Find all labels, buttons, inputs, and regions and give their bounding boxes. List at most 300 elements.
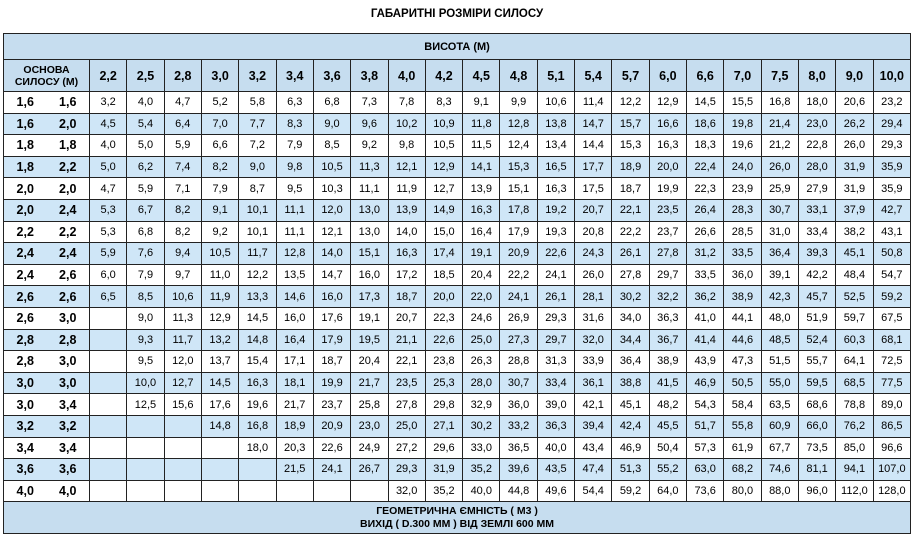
capacity-cell: 9,3	[127, 329, 164, 351]
capacity-cell: 50,8	[873, 243, 911, 265]
capacity-cell: 19,8	[724, 113, 761, 135]
capacity-cell: 59,2	[612, 480, 649, 502]
capacity-cell: 28,0	[798, 156, 835, 178]
capacity-cell: 23,5	[388, 372, 425, 394]
capacity-cell	[90, 459, 127, 481]
capacity-cell: 19,3	[537, 221, 574, 243]
capacity-cell: 45,5	[649, 415, 686, 437]
capacity-cell: 9,5	[276, 178, 313, 200]
table-row	[4, 437, 911, 459]
capacity-cell: 13,9	[463, 178, 500, 200]
capacity-cell: 7,4	[164, 156, 201, 178]
capacity-cell: 86,5	[873, 415, 911, 437]
capacity-cell: 9,9	[500, 92, 537, 114]
capacity-cell: 17,7	[575, 156, 612, 178]
capacity-cell	[201, 480, 238, 502]
capacity-cell: 76,2	[836, 415, 873, 437]
capacity-cell: 33,5	[724, 243, 761, 265]
capacity-cell: 19,6	[724, 135, 761, 157]
base-dimension-2: 2,6	[47, 286, 90, 308]
capacity-cell: 43,5	[537, 459, 574, 481]
capacity-cell: 23,0	[798, 113, 835, 135]
capacity-cell: 14,5	[687, 92, 724, 114]
capacity-cell: 33,9	[575, 351, 612, 373]
capacity-cell: 42,4	[612, 415, 649, 437]
capacity-cell: 12,0	[313, 199, 350, 221]
base-dimension-2: 4,0	[47, 480, 90, 502]
capacity-cell: 6,7	[127, 199, 164, 221]
capacity-cell: 20,6	[836, 92, 873, 114]
capacity-cell: 36,2	[687, 286, 724, 308]
capacity-cell: 7,8	[388, 92, 425, 114]
capacity-cell: 7,2	[239, 135, 276, 157]
capacity-cell: 26,1	[537, 286, 574, 308]
capacity-cell: 22,2	[500, 264, 537, 286]
capacity-cell	[90, 394, 127, 416]
capacity-cell: 15,6	[164, 394, 201, 416]
capacity-cell: 68,6	[798, 394, 835, 416]
heights-row	[4, 60, 911, 92]
capacity-cell: 29,7	[649, 264, 686, 286]
capacity-cell: 33,4	[537, 372, 574, 394]
capacity-cell	[90, 307, 127, 329]
capacity-cell: 23,7	[313, 394, 350, 416]
capacity-cell: 22,3	[687, 178, 724, 200]
capacity-cell: 40,0	[537, 437, 574, 459]
capacity-cell: 19,6	[239, 394, 276, 416]
capacity-cell: 55,8	[724, 415, 761, 437]
capacity-cell: 59,2	[873, 286, 911, 308]
capacity-cell	[90, 372, 127, 394]
capacity-cell: 11,9	[388, 178, 425, 200]
capacity-cell: 29,7	[537, 329, 574, 351]
footer-capacity-label: ГЕОМЕТРИЧНА ЄМНІСТЬ ( М3 )	[376, 504, 538, 517]
capacity-cell: 18,1	[276, 372, 313, 394]
base-dimension-2: 3,0	[47, 307, 90, 329]
capacity-cell: 73,6	[687, 480, 724, 502]
capacity-cell: 22,3	[425, 307, 462, 329]
capacity-cell: 7,9	[276, 135, 313, 157]
capacity-cell: 47,3	[724, 351, 761, 373]
capacity-cell: 26,9	[500, 307, 537, 329]
capacity-cell: 16,3	[388, 243, 425, 265]
capacity-cell: 35,9	[873, 156, 911, 178]
capacity-cell: 27,8	[388, 394, 425, 416]
capacity-cell: 33,1	[798, 199, 835, 221]
capacity-cell: 8,2	[164, 221, 201, 243]
capacity-cell: 28,3	[724, 199, 761, 221]
capacity-cell: 9,8	[276, 156, 313, 178]
capacity-cell: 16,3	[537, 178, 574, 200]
capacity-cell: 24,0	[724, 156, 761, 178]
capacity-cell: 23,9	[724, 178, 761, 200]
capacity-cell: 20,8	[575, 221, 612, 243]
table-row	[4, 264, 911, 286]
capacity-cell: 17,4	[425, 243, 462, 265]
capacity-cell	[127, 480, 164, 502]
capacity-cell: 35,9	[873, 178, 911, 200]
capacity-cell: 5,4	[127, 113, 164, 135]
capacity-cell: 12,7	[164, 372, 201, 394]
base-dimension-1: 2,6	[4, 286, 47, 308]
capacity-cell: 12,5	[127, 394, 164, 416]
capacity-cell: 39,3	[798, 243, 835, 265]
table-row	[4, 178, 911, 200]
table-row	[4, 307, 911, 329]
capacity-cell: 39,6	[500, 459, 537, 481]
capacity-cell: 14,5	[239, 307, 276, 329]
base-dimension-1: 4,0	[4, 480, 47, 502]
capacity-cell: 30,2	[612, 286, 649, 308]
capacity-cell: 44,1	[724, 307, 761, 329]
capacity-cell: 24,3	[575, 243, 612, 265]
capacity-cell: 66,0	[798, 415, 835, 437]
capacity-cell: 29,3	[873, 135, 911, 157]
table-row	[4, 351, 911, 373]
capacity-cell: 43,1	[873, 221, 911, 243]
capacity-cell: 35,2	[463, 459, 500, 481]
capacity-cell: 24,6	[463, 307, 500, 329]
table-row	[4, 113, 911, 135]
height-header-cell: 6,0	[649, 60, 686, 92]
height-header: ВИСОТА (М)	[4, 34, 911, 60]
capacity-cell: 80,0	[724, 480, 761, 502]
capacity-cell: 7,7	[239, 113, 276, 135]
capacity-cell: 16,8	[761, 92, 798, 114]
capacity-cell: 43,4	[575, 437, 612, 459]
capacity-cell: 21,7	[276, 394, 313, 416]
capacity-cell: 30,7	[761, 199, 798, 221]
capacity-cell: 48,0	[761, 307, 798, 329]
capacity-cell: 32,0	[388, 480, 425, 502]
capacity-cell: 18,0	[798, 92, 835, 114]
capacity-cell: 30,2	[463, 415, 500, 437]
capacity-cell: 10,6	[537, 92, 574, 114]
base-dimension-1: 2,8	[4, 329, 47, 351]
capacity-cell: 6,4	[164, 113, 201, 135]
capacity-cell: 16,3	[239, 372, 276, 394]
capacity-cell: 50,5	[724, 372, 761, 394]
capacity-cell: 27,9	[798, 178, 835, 200]
height-header-cell: 9,0	[836, 60, 873, 92]
capacity-cell: 17,5	[575, 178, 612, 200]
capacity-cell: 11,4	[575, 92, 612, 114]
capacity-cell: 21,2	[761, 135, 798, 157]
capacity-cell: 11,1	[276, 221, 313, 243]
capacity-cell: 12,9	[649, 92, 686, 114]
capacity-cell: 20,9	[313, 415, 350, 437]
capacity-cell: 67,7	[761, 437, 798, 459]
capacity-cell: 46,9	[612, 437, 649, 459]
capacity-cell	[164, 459, 201, 481]
capacity-cell: 9,2	[201, 221, 238, 243]
capacity-cell: 7,1	[164, 178, 201, 200]
capacity-cell: 89,0	[873, 394, 911, 416]
capacity-cell: 64,1	[836, 351, 873, 373]
capacity-cell: 42,7	[873, 199, 911, 221]
base-dimension-1: 3,0	[4, 372, 47, 394]
capacity-cell	[351, 480, 388, 502]
capacity-cell: 28,5	[724, 221, 761, 243]
base-dimension-2: 2,2	[47, 156, 90, 178]
base-dimension-2: 3,0	[47, 372, 90, 394]
capacity-cell: 38,2	[836, 221, 873, 243]
capacity-cell: 31,3	[537, 351, 574, 373]
table-row	[4, 394, 911, 416]
capacity-cell: 16,0	[313, 286, 350, 308]
capacity-cell: 5,3	[90, 221, 127, 243]
capacity-cell: 24,1	[537, 264, 574, 286]
capacity-cell: 7,3	[351, 92, 388, 114]
capacity-cell: 26,1	[612, 243, 649, 265]
height-header-row	[4, 34, 911, 60]
base-dimension-2: 3,4	[47, 394, 90, 416]
capacity-cell: 45,7	[798, 286, 835, 308]
silo-dimensions-table	[3, 33, 911, 534]
capacity-cell: 16,3	[649, 135, 686, 157]
capacity-cell: 13,9	[388, 199, 425, 221]
capacity-cell: 19,1	[351, 307, 388, 329]
capacity-cell: 16,0	[276, 307, 313, 329]
capacity-cell: 25,3	[425, 372, 462, 394]
capacity-cell: 37,9	[836, 199, 873, 221]
capacity-cell: 26,2	[836, 113, 873, 135]
capacity-cell: 9,2	[351, 135, 388, 157]
base-dimension-1: 2,6	[4, 307, 47, 329]
base-dimension-1: 2,2	[4, 221, 47, 243]
capacity-cell: 63,5	[761, 394, 798, 416]
capacity-cell: 44,8	[500, 480, 537, 502]
capacity-cell: 17,2	[388, 264, 425, 286]
capacity-cell: 21,5	[276, 459, 313, 481]
capacity-cell: 13,2	[201, 329, 238, 351]
capacity-cell	[201, 437, 238, 459]
capacity-cell: 18,9	[612, 156, 649, 178]
table-row	[4, 372, 911, 394]
capacity-cell: 18,6	[687, 113, 724, 135]
capacity-cell: 33,2	[500, 415, 537, 437]
capacity-cell: 16,4	[463, 221, 500, 243]
capacity-cell: 32,0	[575, 329, 612, 351]
capacity-cell: 15,7	[612, 113, 649, 135]
table-row	[4, 480, 911, 502]
capacity-cell: 16,4	[276, 329, 313, 351]
capacity-cell: 22,6	[313, 437, 350, 459]
capacity-cell: 12,4	[500, 135, 537, 157]
capacity-cell: 39,1	[761, 264, 798, 286]
capacity-cell: 6,8	[127, 221, 164, 243]
capacity-cell: 88,0	[761, 480, 798, 502]
capacity-cell: 20,4	[351, 351, 388, 373]
capacity-cell: 5,8	[239, 92, 276, 114]
capacity-cell: 31,9	[836, 156, 873, 178]
capacity-cell: 23,2	[873, 92, 911, 114]
capacity-cell: 11,7	[164, 329, 201, 351]
base-dimension-1: 1,6	[4, 113, 47, 135]
capacity-cell	[164, 437, 201, 459]
capacity-cell: 9,6	[351, 113, 388, 135]
capacity-cell	[90, 437, 127, 459]
capacity-cell: 26,6	[687, 221, 724, 243]
capacity-cell: 9,1	[201, 199, 238, 221]
capacity-cell: 20,7	[575, 199, 612, 221]
base-dimension-2: 2,0	[47, 178, 90, 200]
capacity-cell: 11,0	[201, 264, 238, 286]
capacity-cell: 28,0	[463, 372, 500, 394]
capacity-cell: 5,2	[201, 92, 238, 114]
capacity-cell	[313, 480, 350, 502]
capacity-cell: 55,2	[649, 459, 686, 481]
capacity-cell: 10,2	[388, 113, 425, 135]
capacity-cell: 17,6	[313, 307, 350, 329]
capacity-cell: 31,9	[425, 459, 462, 481]
capacity-cell: 18,3	[687, 135, 724, 157]
capacity-cell: 15,5	[724, 92, 761, 114]
capacity-cell: 38,8	[612, 372, 649, 394]
base-header: ОСНОВА СИЛОСУ (М)	[4, 60, 90, 92]
capacity-cell: 8,5	[313, 135, 350, 157]
height-header-cell: 4,0	[388, 60, 425, 92]
capacity-cell: 13,4	[537, 135, 574, 157]
capacity-cell: 58,4	[724, 394, 761, 416]
capacity-cell: 34,4	[612, 329, 649, 351]
capacity-cell: 23,7	[649, 221, 686, 243]
table-row	[4, 459, 911, 481]
capacity-cell: 10,6	[164, 286, 201, 308]
capacity-cell: 8,7	[239, 178, 276, 200]
capacity-cell: 10,0	[127, 372, 164, 394]
capacity-cell: 19,9	[313, 372, 350, 394]
table-row	[4, 92, 911, 114]
capacity-cell: 26,0	[836, 135, 873, 157]
height-header-cell: 7,0	[724, 60, 761, 92]
height-header-cell: 3,4	[276, 60, 313, 92]
capacity-cell: 10,1	[239, 221, 276, 243]
capacity-cell: 25,8	[351, 394, 388, 416]
capacity-cell: 24,1	[313, 459, 350, 481]
base-dimension-2: 2,2	[47, 221, 90, 243]
capacity-cell: 48,2	[649, 394, 686, 416]
capacity-cell: 52,5	[836, 286, 873, 308]
capacity-cell: 18,9	[276, 415, 313, 437]
capacity-cell: 20,0	[425, 286, 462, 308]
capacity-cell: 9,0	[313, 113, 350, 135]
capacity-cell: 33,4	[798, 221, 835, 243]
capacity-cell: 51,5	[761, 351, 798, 373]
height-header-cell: 5,7	[612, 60, 649, 92]
base-dimension-2: 2,6	[47, 264, 90, 286]
height-header-cell: 3,2	[239, 60, 276, 92]
capacity-cell	[127, 459, 164, 481]
capacity-cell: 6,5	[90, 286, 127, 308]
capacity-cell: 28,8	[500, 351, 537, 373]
capacity-cell: 29,6	[425, 437, 462, 459]
capacity-cell: 12,8	[500, 113, 537, 135]
capacity-cell: 12,1	[388, 156, 425, 178]
capacity-cell: 22,2	[612, 221, 649, 243]
capacity-cell: 19,2	[537, 199, 574, 221]
capacity-cell: 55,0	[761, 372, 798, 394]
height-header-cell: 3,6	[313, 60, 350, 92]
capacity-cell: 10,9	[425, 113, 462, 135]
capacity-cell: 36,3	[649, 307, 686, 329]
capacity-cell: 36,0	[500, 394, 537, 416]
capacity-cell: 8,2	[201, 156, 238, 178]
capacity-cell	[127, 437, 164, 459]
capacity-cell: 6,8	[313, 92, 350, 114]
table-row	[4, 221, 911, 243]
capacity-cell: 22,4	[687, 156, 724, 178]
capacity-cell: 26,3	[463, 351, 500, 373]
capacity-cell: 47,4	[575, 459, 612, 481]
capacity-cell: 19,1	[463, 243, 500, 265]
capacity-cell: 7,9	[201, 178, 238, 200]
capacity-cell: 11,3	[351, 156, 388, 178]
capacity-cell	[164, 415, 201, 437]
base-dimension-1: 3,4	[4, 437, 47, 459]
capacity-cell: 112,0	[836, 480, 873, 502]
capacity-cell: 33,0	[463, 437, 500, 459]
capacity-cell: 21,4	[761, 113, 798, 135]
capacity-cell: 42,1	[575, 394, 612, 416]
capacity-cell: 9,8	[388, 135, 425, 157]
capacity-cell: 11,5	[463, 135, 500, 157]
capacity-cell: 17,6	[201, 394, 238, 416]
capacity-cell: 19,5	[351, 329, 388, 351]
base-dimension-1: 1,8	[4, 135, 47, 157]
capacity-cell: 12,7	[425, 178, 462, 200]
capacity-cell: 10,5	[313, 156, 350, 178]
capacity-cell: 12,2	[239, 264, 276, 286]
capacity-cell: 11,9	[201, 286, 238, 308]
height-header-cell: 3,0	[201, 60, 238, 92]
base-dimension-1: 1,6	[4, 92, 47, 114]
capacity-cell: 14,7	[313, 264, 350, 286]
capacity-cell: 48,5	[761, 329, 798, 351]
capacity-cell: 11,3	[164, 307, 201, 329]
capacity-cell: 22,0	[463, 286, 500, 308]
capacity-cell: 49,6	[537, 480, 574, 502]
capacity-cell: 12,8	[276, 243, 313, 265]
base-dimension-2: 3,4	[47, 437, 90, 459]
capacity-cell: 8,3	[425, 92, 462, 114]
capacity-cell: 12,0	[164, 351, 201, 373]
capacity-cell: 96,0	[798, 480, 835, 502]
capacity-cell: 43,9	[687, 351, 724, 373]
capacity-cell: 5,3	[90, 199, 127, 221]
capacity-cell: 6,3	[276, 92, 313, 114]
capacity-cell: 14,4	[575, 135, 612, 157]
capacity-cell: 11,8	[463, 113, 500, 135]
base-dimension-1: 2,0	[4, 178, 47, 200]
capacity-cell: 29,4	[873, 113, 911, 135]
capacity-cell: 81,1	[798, 459, 835, 481]
capacity-cell: 7,9	[127, 264, 164, 286]
capacity-cell: 20,9	[500, 243, 537, 265]
capacity-cell: 18,7	[612, 178, 649, 200]
capacity-cell: 10,5	[425, 135, 462, 157]
base-dimension-2: 2,0	[47, 113, 90, 135]
capacity-cell: 24,9	[351, 437, 388, 459]
capacity-cell: 18,7	[313, 351, 350, 373]
capacity-cell: 36,4	[761, 243, 798, 265]
capacity-cell: 78,8	[836, 394, 873, 416]
capacity-cell: 39,0	[537, 394, 574, 416]
capacity-cell: 23,8	[425, 351, 462, 373]
capacity-cell: 26,7	[351, 459, 388, 481]
capacity-cell: 9,7	[164, 264, 201, 286]
table-row	[4, 329, 911, 351]
